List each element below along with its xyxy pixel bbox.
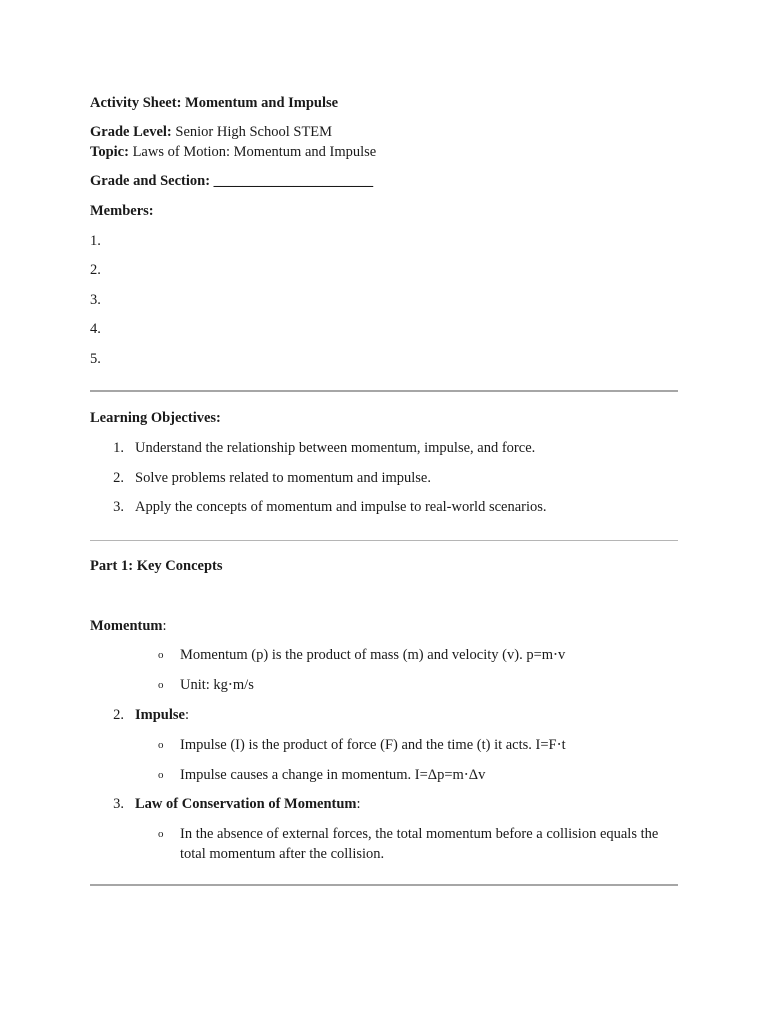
member-slot-1: 1. — [90, 233, 101, 249]
grade-section-blank: ______________________ — [213, 173, 374, 189]
bullet-glyph: o — [158, 769, 164, 781]
part1-heading: Part 1: Key Concepts — [90, 558, 223, 574]
member-slot-5: 5. — [90, 351, 101, 367]
bullet-glyph: o — [158, 649, 164, 661]
objectives-heading: Learning Objectives: — [90, 410, 221, 426]
section-divider — [90, 390, 678, 392]
topic-label: Topic: — [90, 144, 129, 160]
conservation-definition: o In the absence of external forces, the total momentum before a collision equals the total momentum after the collision. — [158, 826, 659, 862]
topic-line — [90, 143, 376, 161]
document-title: Activity Sheet: Momentum and Impulse — [90, 95, 339, 111]
members-label: Members: — [90, 203, 154, 219]
member-slot-4: 4. — [90, 321, 101, 337]
grade-section-line — [90, 172, 373, 190]
momentum-term: Momentum: — [90, 618, 167, 634]
grade-level-line — [90, 123, 332, 141]
bullet-glyph: o — [158, 739, 164, 751]
member-slot-2: 2. — [90, 262, 101, 278]
member-slot-3: 3. — [90, 292, 101, 308]
bullet-glyph: o — [158, 679, 164, 691]
topic-value: Laws of Motion: Momentum and Impulse — [132, 144, 377, 160]
bullet-glyph: o — [158, 828, 164, 840]
section-divider — [90, 884, 678, 886]
grade-section-label: Grade and Section: — [90, 173, 211, 189]
grade-level-value: Senior High School STEM — [175, 124, 333, 140]
grade-level-label: Grade Level: — [90, 124, 172, 140]
section-divider — [90, 540, 678, 541]
